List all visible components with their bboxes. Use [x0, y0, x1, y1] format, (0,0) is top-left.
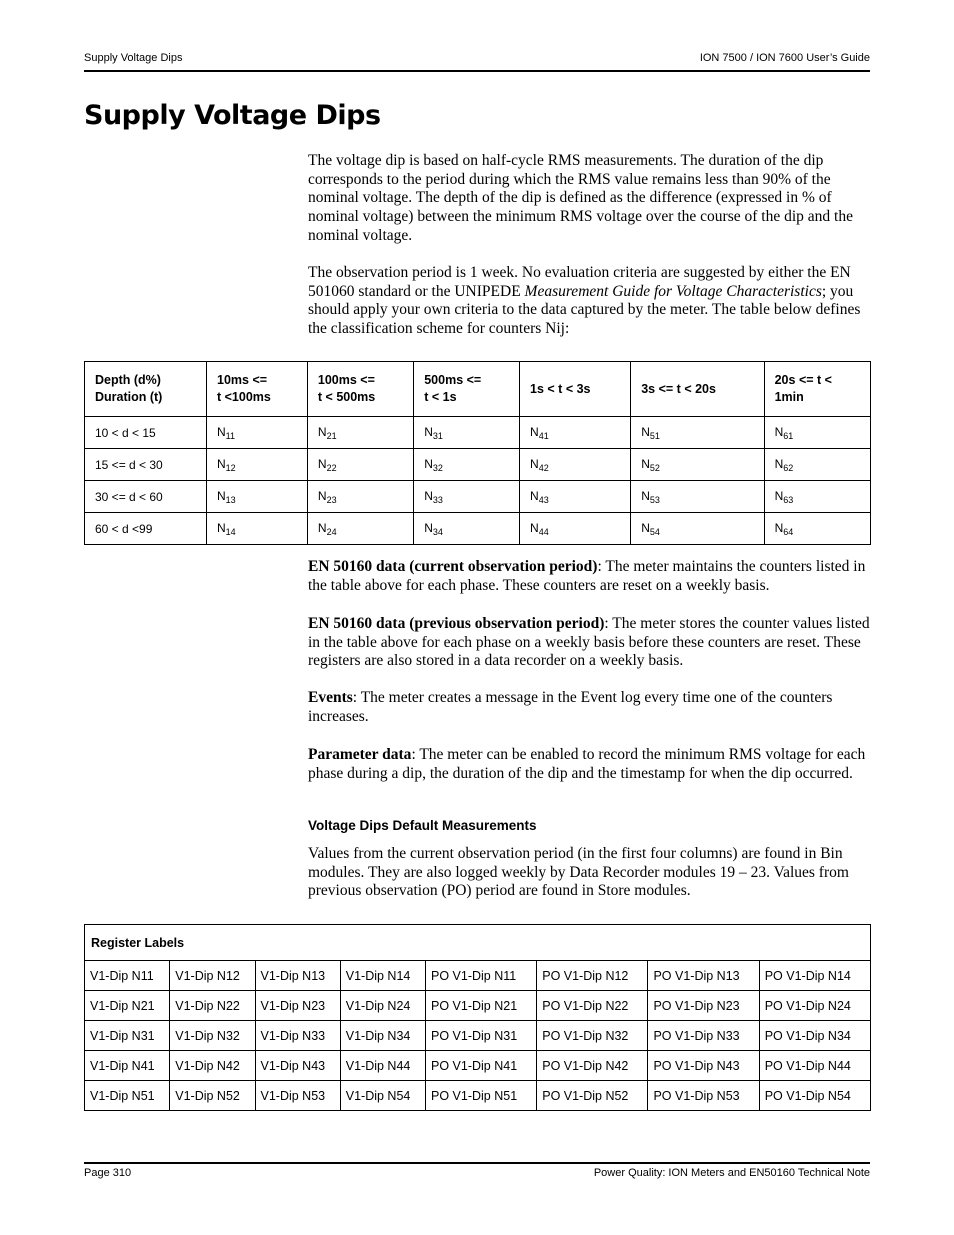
register-cell: PO V1-Dip N11: [426, 961, 537, 991]
register-row: [85, 1081, 871, 1111]
counter-cell: $N_{24}$: [307, 513, 413, 545]
section-label: Parameter data: [308, 746, 412, 763]
header-cell: 3s <= t < 20s: [631, 362, 764, 417]
register-cell: V1-Dip N24: [340, 991, 425, 1021]
counter-cell: $N_{14}$: [207, 513, 308, 545]
counter-cell: $N_{51}$: [631, 417, 764, 449]
register-cell: V1-Dip N33: [255, 1021, 340, 1051]
counter-cell: $N_{62}$: [764, 449, 870, 481]
counter-cell: $N_{33}$: [414, 481, 520, 513]
section-text: : The meter stores the counter values listed in the table above for each phase on a weekly basis before these counters are reset. These registers are also stored in a data recorder on a weekly basis.: [308, 615, 870, 670]
header-cell: 1s < t < 3s: [520, 362, 631, 417]
depth-cell: 60 < d <99: [85, 513, 207, 545]
register-cell: PO V1-Dip N52: [537, 1081, 648, 1111]
section-previous-period: [308, 615, 870, 671]
intro-paragraph-2: [308, 264, 870, 339]
section-text: : The meter can be enabled to record the minimum RMS voltage for each phase during a dip, the duration of the dip and the timestamp for when the dip occurred.: [308, 746, 866, 782]
register-cell: PO V1-Dip N42: [537, 1051, 648, 1081]
intro-p2-start: The observation period is 1 week. No evaluation criteria are suggested by either the EN 501060 standard or the UNIPEDE: [308, 264, 851, 300]
counter-cell: $N_{54}$: [631, 513, 764, 545]
register-cell: PO V1-Dip N34: [759, 1021, 870, 1051]
register-cell: V1-Dip N21: [85, 991, 170, 1021]
counter-cell: $N_{12}$: [207, 449, 308, 481]
counter-cell: $N_{43}$: [520, 481, 631, 513]
counter-cell: $N_{21}$: [307, 417, 413, 449]
register-labels-table: [84, 924, 871, 1111]
counter-cell: $N_{64}$: [764, 513, 870, 545]
counter-cell: $N_{44}$: [520, 513, 631, 545]
register-cell: PO V1-Dip N53: [648, 1081, 759, 1111]
page-title: Supply Voltage Dips: [84, 100, 381, 131]
register-cell: PO V1-Dip N54: [759, 1081, 870, 1111]
register-cell: PO V1-Dip N32: [537, 1021, 648, 1051]
register-row: [85, 961, 871, 991]
classification-header-row: [85, 362, 871, 417]
section-parameter-data: [308, 746, 870, 783]
counter-cell: $N_{23}$: [307, 481, 413, 513]
register-cell: PO V1-Dip N33: [648, 1021, 759, 1051]
register-cell: V1-Dip N44: [340, 1051, 425, 1081]
register-cell: V1-Dip N22: [170, 991, 255, 1021]
depth-cell: 10 < d < 15: [85, 417, 207, 449]
header-cell: Depth (d%) Duration (t): [85, 362, 207, 417]
header-cell: 20s <= t < 1min: [764, 362, 870, 417]
defaults-paragraph: Values from the current observation period (in the first four columns) are found in Bin modules. They are also logged weekly by Data Recorder modules 19 – 23. Values from previous observation (PO) period are found in Store modules.: [308, 845, 849, 900]
header-rule: [84, 70, 870, 72]
counter-cell: $N_{63}$: [764, 481, 870, 513]
section-current-period: [308, 558, 870, 595]
header-cell: 100ms <= t < 500ms: [307, 362, 413, 417]
footer-rule: [84, 1162, 870, 1164]
register-cell: V1-Dip N23: [255, 991, 340, 1021]
register-cell: PO V1-Dip N43: [648, 1051, 759, 1081]
counter-cell: $N_{61}$: [764, 417, 870, 449]
register-cell: V1-Dip N52: [170, 1081, 255, 1111]
classification-body: [85, 417, 871, 545]
counter-cell: $N_{11}$: [207, 417, 308, 449]
register-cell: PO V1-Dip N51: [426, 1081, 537, 1111]
counter-cell: $N_{22}$: [307, 449, 413, 481]
section-label: Events: [308, 689, 353, 706]
footer-doc-title: Power Quality: ION Meters and EN50160 Technical Note: [593, 1167, 870, 1179]
counter-cell: $N_{42}$: [520, 449, 631, 481]
counter-cell: $N_{34}$: [414, 513, 520, 545]
section-label: EN 50160 data (current observation period): [308, 558, 598, 575]
section-label: EN 50160 data (previous observation period): [308, 615, 605, 632]
register-cell: V1-Dip N43: [255, 1051, 340, 1081]
register-cell: V1-Dip N53: [255, 1081, 340, 1111]
header-section-title: Supply Voltage Dips: [84, 52, 183, 64]
intro-paragraph-1: The voltage dip is based on half-cycle RMS measurements. The duration of the dip corresponds to the period during which the RMS value remains less than 90% of the nominal voltage. The depth of the dip is defined as the difference (expressed in % of nominal voltage) between the minimum RMS voltage over the course of the dip and the nominal voltage.: [308, 152, 853, 244]
intro-p2-italic: Measurement Guide for Voltage Characteristics: [524, 282, 822, 300]
register-cell: V1-Dip N34: [340, 1021, 425, 1051]
counter-cell: $N_{52}$: [631, 449, 764, 481]
register-cell: PO V1-Dip N44: [759, 1051, 870, 1081]
classification-table: [84, 361, 871, 545]
counter-cell: $N_{41}$: [520, 417, 631, 449]
counter-cell: $N_{32}$: [414, 449, 520, 481]
register-cell: V1-Dip N41: [85, 1051, 170, 1081]
register-cell: V1-Dip N14: [340, 961, 425, 991]
classification-row: [85, 513, 871, 545]
page-header: [84, 52, 870, 70]
register-cell: PO V1-Dip N13: [648, 961, 759, 991]
register-row: [85, 1051, 871, 1081]
section-text: : The meter maintains the counters listed in the table above for each phase. These counters are reset on a weekly basis.: [308, 558, 866, 594]
register-cell: PO V1-Dip N23: [648, 991, 759, 1021]
counter-cell: $N_{13}$: [207, 481, 308, 513]
intro-p2-end: ; you should apply your own criteria to the data captured by the meter. The table below defines the classification scheme for counters Nij:: [308, 282, 861, 338]
register-cell: PO V1-Dip N22: [537, 991, 648, 1021]
counter-cell: $N_{53}$: [631, 481, 764, 513]
register-cell: PO V1-Dip N24: [759, 991, 870, 1021]
register-cell: PO V1-Dip N14: [759, 961, 870, 991]
header-cell: 10ms <= t <100ms: [207, 362, 308, 417]
register-cell: PO V1-Dip N21: [426, 991, 537, 1021]
register-cell: V1-Dip N51: [85, 1081, 170, 1111]
register-cell: PO V1-Dip N41: [426, 1051, 537, 1081]
register-cell: PO V1-Dip N31: [426, 1021, 537, 1051]
classification-row: [85, 417, 871, 449]
register-header-row: [85, 925, 871, 961]
section-events: [308, 689, 870, 726]
register-cell: PO V1-Dip N12: [537, 961, 648, 991]
register-row: [85, 1021, 871, 1051]
depth-cell: 15 <= d < 30: [85, 449, 207, 481]
page-number: Page 310: [84, 1167, 132, 1179]
register-cell: V1-Dip N42: [170, 1051, 255, 1081]
header-guide-title: ION 7500 / ION 7600 User’s Guide: [699, 52, 870, 64]
page-footer: [84, 1167, 870, 1183]
register-cell: V1-Dip N11: [85, 961, 170, 991]
register-table-title: Register Labels: [85, 925, 871, 961]
header-cell: 500ms <= t < 1s: [414, 362, 520, 417]
register-cell: V1-Dip N13: [255, 961, 340, 991]
register-cell: V1-Dip N32: [170, 1021, 255, 1051]
depth-cell: 30 <= d < 60: [85, 481, 207, 513]
register-cell: V1-Dip N31: [85, 1021, 170, 1051]
classification-row: [85, 449, 871, 481]
register-cell: V1-Dip N54: [340, 1081, 425, 1111]
subheading: Voltage Dips Default Measurements: [308, 818, 537, 833]
register-row: [85, 991, 871, 1021]
register-body: [85, 961, 871, 1111]
register-cell: V1-Dip N12: [170, 961, 255, 991]
classification-row: [85, 481, 871, 513]
section-text: : The meter creates a message in the Event log every time one of the counters increases.: [308, 689, 833, 725]
counter-cell: $N_{31}$: [414, 417, 520, 449]
